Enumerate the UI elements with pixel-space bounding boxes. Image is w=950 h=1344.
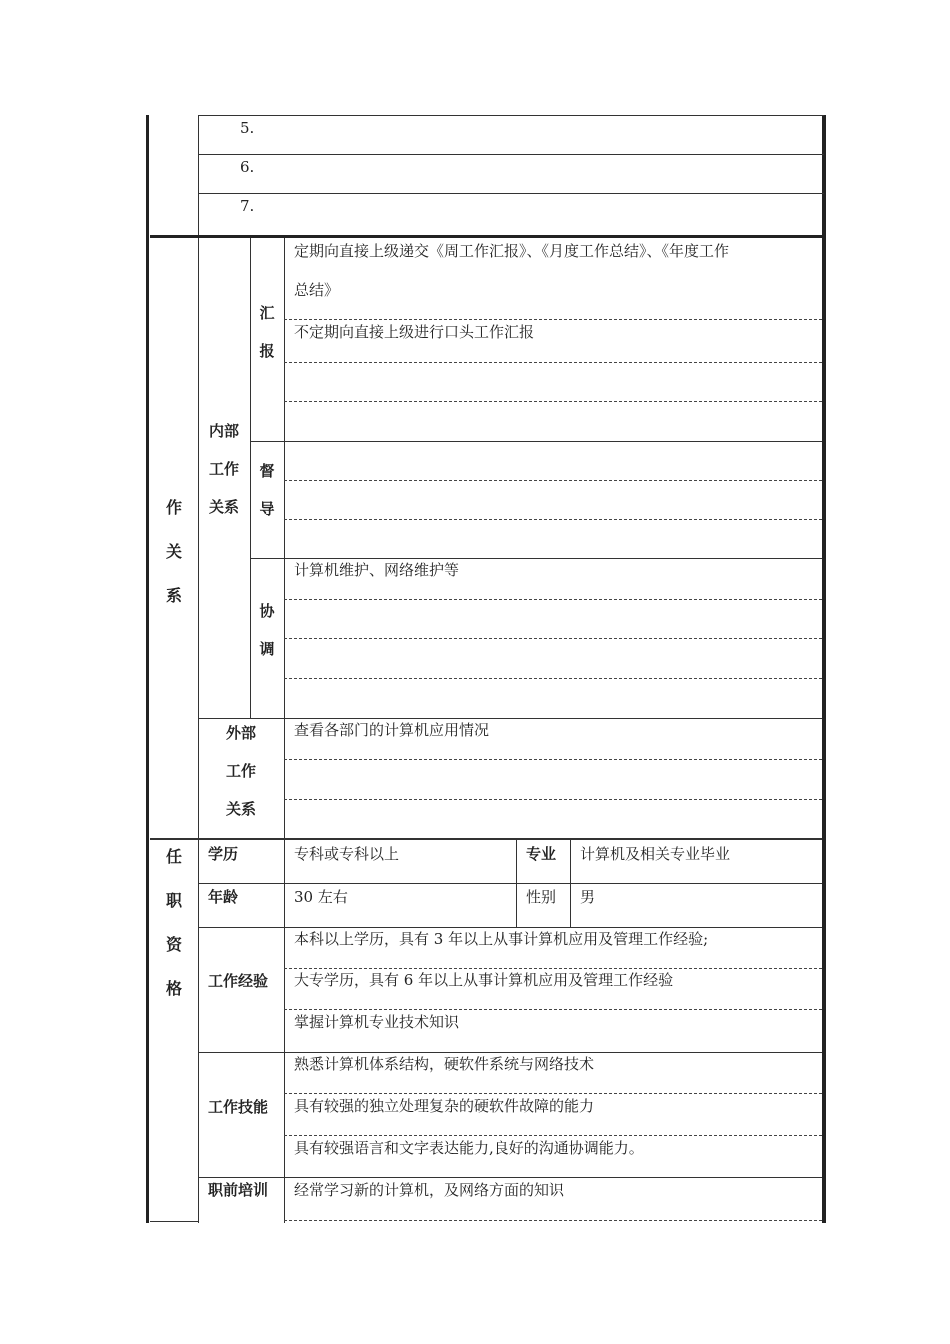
dashed-line xyxy=(284,480,822,481)
bottom-border xyxy=(150,1221,198,1222)
row-line xyxy=(250,558,822,559)
row-line xyxy=(198,154,824,155)
experience-line-1: 本科以上学历，具有 3 年以上从事计算机应用及管理工作经验; xyxy=(294,930,709,948)
dashed-line xyxy=(284,638,822,639)
supervise-label xyxy=(250,460,284,536)
label-char: 督 xyxy=(259,462,275,480)
external-relations-label xyxy=(198,722,284,836)
coordinate-label xyxy=(250,600,284,676)
label-line: 关系 xyxy=(225,800,256,818)
dashed-line xyxy=(284,319,822,320)
label-char: 作 xyxy=(165,498,182,517)
internal-relations-label xyxy=(198,420,250,534)
item-5: 5. xyxy=(240,119,255,137)
label-char: 任 xyxy=(165,847,182,866)
dashed-line xyxy=(284,1093,822,1094)
col-divider-1 xyxy=(198,115,199,1223)
col-divider-content xyxy=(284,238,285,838)
dashed-line xyxy=(284,1009,822,1010)
external-line-1: 查看各部门的计算机应用情况 xyxy=(294,721,490,739)
dashed-line xyxy=(284,362,822,363)
left-border xyxy=(146,115,149,1223)
major-value: 计算机及相关专业毕业 xyxy=(580,845,731,863)
label-char: 协 xyxy=(259,602,275,620)
dashed-line xyxy=(284,799,822,800)
item-7: 7. xyxy=(240,197,255,215)
label-char: 系 xyxy=(165,586,182,605)
training-line: 经常学习新的计算机，及网络方面的知识 xyxy=(294,1181,565,1199)
experience-line-2: 大专学历，具有 6 年以上从事计算机应用及管理工作经验 xyxy=(294,971,674,989)
dashed-line xyxy=(284,1220,822,1221)
row-line xyxy=(198,718,822,719)
row-line xyxy=(198,1052,822,1053)
dashed-line xyxy=(284,519,822,520)
label-char: 职 xyxy=(165,891,182,910)
row-line xyxy=(198,927,822,928)
dashed-line xyxy=(284,678,822,679)
age-label: 年龄 xyxy=(208,888,239,906)
label-line: 内部 xyxy=(208,422,239,440)
qual-col-divider xyxy=(284,840,285,1223)
education-value: 专科或专科以上 xyxy=(294,845,400,863)
experience-label: 工作经验 xyxy=(208,972,269,990)
label-line: 工作 xyxy=(208,460,239,478)
qualifications-label xyxy=(150,844,198,1020)
label-char: 资 xyxy=(165,935,182,954)
age-value: 30 左右 xyxy=(294,888,348,906)
section-separator-2 xyxy=(150,838,822,840)
label-char: 调 xyxy=(259,640,275,658)
dashed-line xyxy=(284,759,822,760)
qual-col-divider-3 xyxy=(570,840,571,928)
item-6: 6. xyxy=(240,158,255,176)
label-line: 关系 xyxy=(208,498,239,516)
dashed-line xyxy=(284,1135,822,1136)
skills-line-2: 具有较强的独立处理复杂的硬软件故障的能力 xyxy=(294,1097,595,1115)
row-line xyxy=(198,193,824,194)
label-char: 格 xyxy=(165,979,182,998)
dashed-line xyxy=(284,968,822,969)
work-relations-label xyxy=(150,495,198,627)
row-line xyxy=(250,441,822,442)
top-border xyxy=(198,115,824,116)
qual-col-divider-2 xyxy=(516,840,517,928)
gender-value: 男 xyxy=(580,888,596,906)
skills-line-3: 具有较强语言和文字表达能力,良好的沟通协调能力。 xyxy=(294,1139,644,1157)
skills-label: 工作技能 xyxy=(208,1098,269,1116)
report-line-1: 定期向直接上级递交《周工作汇报》、《月度工作总结》、《年度工作 xyxy=(294,242,730,260)
dashed-line xyxy=(284,599,822,600)
education-label: 学历 xyxy=(208,845,239,863)
label-line: 工作 xyxy=(225,762,256,780)
row-line xyxy=(198,1177,822,1178)
gender-label: 性别 xyxy=(526,888,557,906)
experience-line-3: 掌握计算机专业技术知识 xyxy=(294,1013,460,1031)
report-line-1-cont: 总结》 xyxy=(294,281,340,299)
label-char: 导 xyxy=(259,500,275,518)
label-char: 报 xyxy=(259,342,275,360)
report-line-2: 不定期向直接上级进行口头工作汇报 xyxy=(294,323,535,341)
skills-line-1: 熟悉计算机体系结构，硬软件系统与网络技术 xyxy=(294,1055,595,1073)
training-label: 职前培训 xyxy=(208,1181,269,1199)
report-label xyxy=(250,302,284,378)
label-char: 关 xyxy=(165,542,182,561)
dashed-line xyxy=(284,401,822,402)
right-border xyxy=(822,115,826,1223)
label-char: 汇 xyxy=(259,304,275,322)
label-line: 外部 xyxy=(225,724,256,742)
coordinate-line-1: 计算机维护、网络维护等 xyxy=(294,561,460,579)
major-label: 专业 xyxy=(526,845,557,863)
row-line xyxy=(198,883,822,884)
